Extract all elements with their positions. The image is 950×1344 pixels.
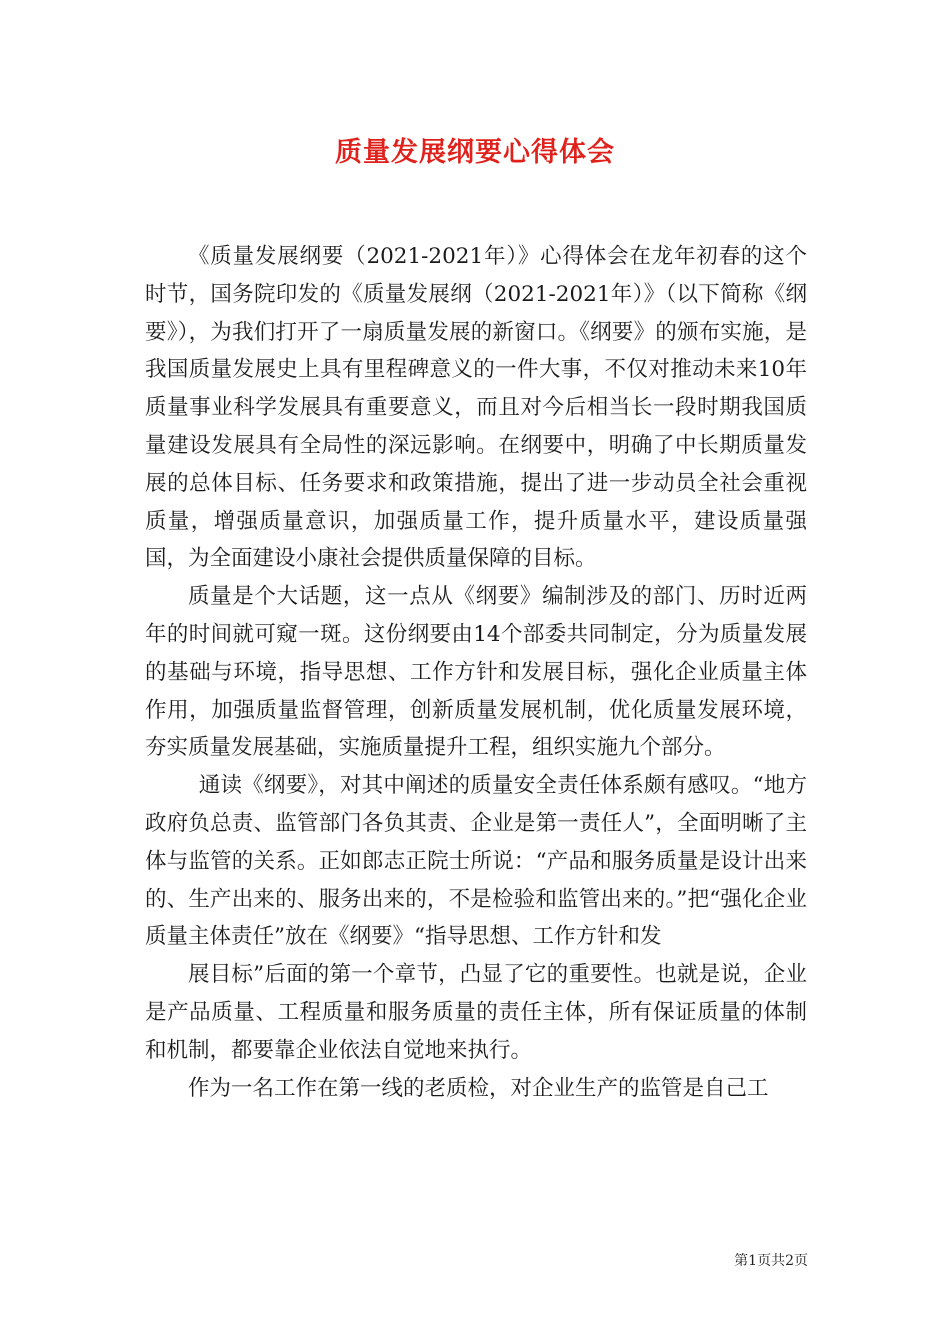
page-number: 第1页共2页 bbox=[734, 1253, 808, 1269]
paragraph-2: 质量是个大话题，这一点从《纲要》编制涉及的部门、历时近两年的时间就可窥一斑。这份纲要由14个部委共同制定，分为质量发展的基础与环境，指导思想、工作方针和发展目标，强化企业质量主体作用，加强质量监督管理，创新质量发展机制，优化质量发展环境，夯实质量发展基础，实施质量提升工程，组织实施九个部分。 bbox=[145, 584, 807, 761]
document-title: 质量发展纲要心得体会 bbox=[335, 137, 615, 168]
paragraph-4: 展目标”后面的第一个章节，凸显了它的重要性。也就是说，企业是产品质量、工程质量和服务质量的责任主体，所有保证质量的体制和机制，都要靠企业依法自觉地来执行。 bbox=[145, 962, 807, 1063]
document-body bbox=[145, 238, 807, 1107]
paragraph-3: 通读《纲要》，对其中阐述的质量安全责任体系颇有感叹。“地方政府负总责、监管部门各负其责、企业是第一责任人”，全面明晰了主体与监管的关系。正如郎志正院士所说：“产品和服务质量是设计出来的、生产出来的、服务出来的，不是检验和监管出来的。”把“强化企业质量主体责任”放在《纲要》“指导思想、工作方针和发 bbox=[145, 773, 807, 950]
paragraph-5: 作为一名工作在第一线的老质检，对企业生产的监管是自己工 bbox=[188, 1075, 769, 1101]
paragraph-1: 《质量发展纲要（2021-2021年）》心得体会在龙年初春的这个时节，国务院印发的《质量发展纲（2021-2021年）》（以下简称《纲要》），为我们打开了一扇质量发展的新窗口。《纲要》的颁布实施，是我国质量发展史上具有里程碑意义的一件大事，不仅对推动未来10年质量事业科学发展具有重要意义，而且对今后相当长一段时期我国质量建设发展具有全局性的深远影响。在纲要中，明确了中长期质量发展的总体目标、任务要求和政策措施，提出了进一步动员全社会重视质量，增强质量意识，加强质量工作，提升质量水平，建设质量强国，为全面建设小康社会提供质量保障的目标。 bbox=[145, 244, 807, 572]
